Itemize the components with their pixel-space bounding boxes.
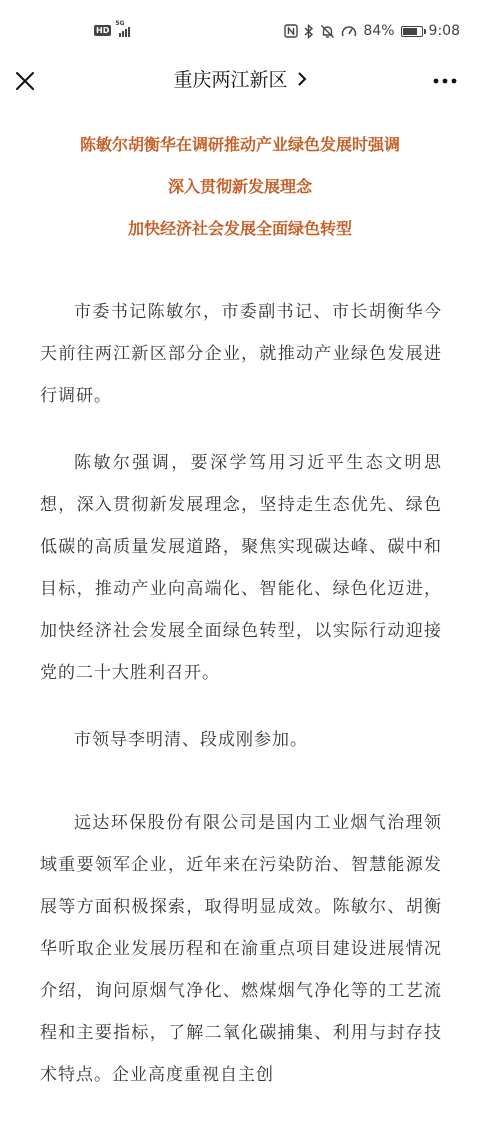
article-paragraph: 陈敏尔强调，要深学笃用习近平生态文明思想，深入贯彻新发展理念，坚持走生态优先、绿色低碳的高质量发展道路，聚焦实现碳达峰、碳中和目标，推动产业向高端化、智能化、绿色化迈进，加快经济社会发展全面绿色转型，以实际行动迎接党的二十大胜利召开。: [40, 453, 442, 683]
headline-line-3: 加快经济社会发展全面绿色转型: [127, 219, 352, 238]
article-body: [40, 291, 442, 1121]
article-headline: [0, 130, 480, 256]
chevron-right-icon: [297, 71, 307, 87]
battery-level: [403, 28, 417, 35]
nav-bar: [0, 62, 480, 106]
bell-off-icon: [320, 24, 335, 39]
more-dots-icon: [430, 66, 460, 96]
speedometer-icon: [341, 24, 357, 38]
article-paragraph: 市领导李明清、段成刚参加。: [74, 730, 308, 750]
hd-badge: HD: [96, 25, 110, 35]
status-time: 9:08: [428, 23, 460, 39]
account-title-link[interactable]: [0, 65, 480, 92]
article-paragraph: 远达环保股份有限公司是国内工业烟气治理领域重要领军企业，近年来在污染防治、智慧能源发展等方面积极探索，取得明显成效。陈敏尔、胡衡华听取企业发展历程和在渝重点项目建设进展情况介绍，询问原烟气净化、燃煤烟气净化等的工艺流程和主要指标，了解二氧化碳捕集、利用与封存技术特点。企业高度重视自主创: [40, 813, 442, 1085]
status-left: [94, 20, 129, 37]
battery-icon: [401, 26, 423, 37]
headline-line-1: 陈敏尔胡衡华在调研推动产业绿色发展时强调: [79, 135, 400, 154]
battery-percent: 84%: [363, 23, 395, 39]
status-bar: [0, 0, 480, 62]
nfc-icon: [284, 24, 298, 38]
bluetooth-icon: [304, 24, 314, 39]
article-paragraph: 市委书记陈敏尔，市委副书记、市长胡衡华今天前往两江新区部分企业，就推动产业绿色发展进行调研。: [40, 302, 442, 406]
headline-line-2: 深入贯彻新发展理念: [167, 177, 312, 196]
status-right: [284, 20, 460, 42]
account-title: 重庆两江新区: [173, 69, 288, 91]
signal-icon: [115, 20, 129, 37]
network-label: 5G: [115, 20, 125, 27]
more-button[interactable]: [430, 66, 460, 96]
